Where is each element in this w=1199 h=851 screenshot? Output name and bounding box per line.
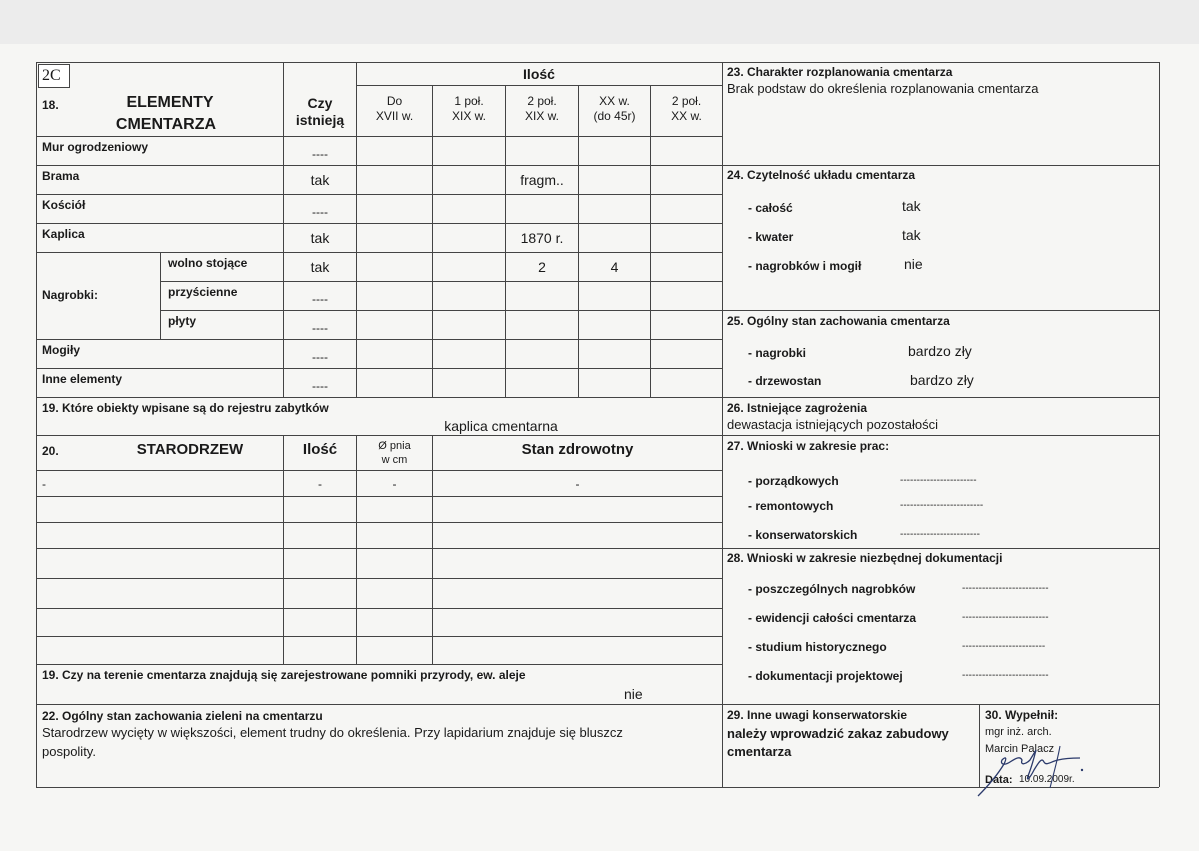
row-inne-czy: ---- <box>312 379 328 393</box>
q27-item-porzadkowych-value: ----------------------- <box>900 475 977 486</box>
tree-ilosc-header: Ilość <box>302 441 338 458</box>
tree-row-name: - <box>42 477 46 491</box>
row-wolno-label: wolno stojące <box>168 256 248 270</box>
row-mur-label: Mur ogrodzeniowy <box>42 140 148 154</box>
q29-label: 29. Inne uwagi konserwatorskie <box>727 708 908 722</box>
period-header-5-l2: XX w. <box>671 109 702 123</box>
period-header-3-l2: XIX w. <box>524 109 559 123</box>
q28-item-ewidencji-label: - ewidencji całości cmentarza <box>748 611 917 625</box>
q24-item-nagrobkow-label: - nagrobków i mogił <box>748 259 862 273</box>
row-mogily-czy: ---- <box>312 350 328 364</box>
czy-header-1: Czy <box>307 95 333 111</box>
row-kaplica-czy: tak <box>310 230 330 246</box>
period-header-4-l2: (do 45r) <box>593 109 636 123</box>
q22-line2: pospolity. <box>42 744 96 759</box>
row-kosciol-label: Kościół <box>42 198 86 212</box>
period-header-3-l1: 2 poł. <box>527 94 557 108</box>
q29-line2: cmentarza <box>727 744 792 759</box>
q27-item-konserwatorskich-value: ------------------------ <box>900 529 980 540</box>
period-header-4-l1: XX w. <box>599 94 630 108</box>
row-mogily-label: Mogiły <box>42 343 80 357</box>
q28-item-studium-label: - studium historycznego <box>748 640 887 654</box>
q29-line1: należy wprowadzić zakaz zabudowy <box>727 726 949 741</box>
row-inne-label: Inne elementy <box>42 372 123 386</box>
q30-label: 30. Wypełnił: <box>985 708 1059 722</box>
section-20-number: 20. <box>42 444 59 458</box>
q26-label: 26. Istniejące zagrożenia <box>727 401 868 415</box>
q23-label: 23. Charakter rozplanowania cmentarza <box>727 65 953 79</box>
row-kaplica-label: Kaplica <box>42 227 85 241</box>
q26-value: dewastacja istniejących pozostałości <box>727 417 938 432</box>
row-przysc-label: przyścienne <box>168 285 238 299</box>
row-wolno-p4: 4 <box>610 259 619 275</box>
tree-row-ilosc: - <box>318 477 322 491</box>
tree-stan-header: Stan zdrowotny <box>521 441 634 458</box>
signature-scribble <box>970 736 1090 802</box>
q24-item-calosc-label: - całość <box>748 201 793 215</box>
row-plyty-label: płyty <box>168 314 197 328</box>
row-przysc-czy: ---- <box>312 292 328 306</box>
q28-item-studium-value: ------------------------- <box>962 641 1046 652</box>
row-kosciol-czy: ---- <box>312 205 328 219</box>
row-wolno-czy: tak <box>310 259 330 275</box>
q30-line1: mgr inż. arch. <box>985 726 1052 738</box>
scan-top-band <box>0 0 1199 44</box>
tree-pnia-header-1: Ø pnia <box>378 440 411 452</box>
q27-item-remontowych-label: - remontowych <box>748 499 834 513</box>
q19b-label: 19. Czy na terenie cmentarza znajdują się zarejestrowane pomniki przyrody, ew. aleje <box>42 668 526 682</box>
q28-item-dokumentacji-value: -------------------------- <box>962 670 1049 681</box>
q30-data-value: 10.09.2009r. <box>1019 774 1075 785</box>
row-mur-czy: ---- <box>312 147 328 161</box>
period-header-2-l1: 1 poł. <box>454 94 484 108</box>
period-header-2-l2: XIX w. <box>451 109 486 123</box>
period-header-5-l1: 2 poł. <box>671 94 702 108</box>
section-18-title-1: ELEMENTY <box>126 94 214 111</box>
q24-item-calosc-value: tak <box>902 198 921 214</box>
ilosc-header: Ilość <box>523 66 555 82</box>
czy-header-2: istnieją <box>295 112 345 128</box>
q22-line1: Starodrzew wycięty w większości, element trudny do określenia. Przy lapidarium znajduje się bluszcz <box>42 725 623 740</box>
q19a-value: kaplica cmentarna <box>444 418 558 434</box>
q23-value: Brak podstaw do określenia rozplanowania cmentarza <box>727 81 1039 96</box>
row-brama-czy: tak <box>310 172 330 188</box>
period-header-1-l1: Do <box>386 94 403 108</box>
q28-item-nagrobkow-label: - poszczególnych nagrobków <box>748 582 916 596</box>
form-badge <box>38 64 70 88</box>
q28-item-dokumentacji-label: - dokumentacji projektowej <box>748 669 903 683</box>
q24-item-nagrobkow-value: nie <box>904 256 923 272</box>
tree-row-stan: - <box>575 477 580 491</box>
q24-item-kwater-label: - kwater <box>748 230 794 244</box>
section-18-title-2: CMENTARZA <box>115 116 217 133</box>
section-20-title: STARODRZEW <box>136 441 244 458</box>
q24-item-kwater-value: tak <box>902 227 921 243</box>
q27-item-porzadkowych-label: - porządkowych <box>748 474 839 488</box>
q25-label: 25. Ogólny stan zachowania cmentarza <box>727 314 950 328</box>
q28-label: 28. Wnioski w zakresie niezbędnej dokumentacji <box>727 551 1003 565</box>
section-18-number: 18. <box>42 98 59 112</box>
q25-item-drzewostan-value: bardzo zły <box>910 372 974 388</box>
q27-item-konserwatorskich-label: - konserwatorskich <box>748 528 858 542</box>
period-header-1-l2: XVII w. <box>375 109 414 123</box>
row-brama-label: Brama <box>42 169 80 183</box>
tree-row-pnia: - <box>392 477 397 491</box>
row-wolno-p3: 2 <box>538 259 546 275</box>
q25-item-drzewostan-label: - drzewostan <box>748 374 822 388</box>
row-brama-p3: fragm.. <box>520 172 564 188</box>
q30-line2: Marcin Palacz <box>985 743 1055 755</box>
badge-text: 2C <box>42 67 61 84</box>
q19b-value: nie <box>624 686 643 702</box>
q24-label: 24. Czytelność układu cmentarza <box>727 168 916 182</box>
q22-label: 22. Ogólny stan zachowania zieleni na cmentarzu <box>42 709 323 723</box>
q28-item-ewidencji-value: -------------------------- <box>962 612 1049 623</box>
row-kaplica-p3: 1870 r. <box>520 230 564 246</box>
q25-item-nagrobki-label: - nagrobki <box>748 346 807 360</box>
tree-pnia-header-2: w cm <box>381 454 408 466</box>
q28-item-nagrobkow-value: -------------------------- <box>962 583 1049 594</box>
q27-label: 27. Wnioski w zakresie prac: <box>727 439 890 453</box>
q27-item-remontowych-value: ------------------------- <box>900 500 984 511</box>
q30-data-label: Data: <box>985 774 1013 786</box>
q19a-label: 19. Które obiekty wpisane są do rejestru zabytków <box>42 401 329 415</box>
row-nagrobki-label: Nagrobki: <box>42 288 99 302</box>
row-plyty-czy: ---- <box>312 321 328 335</box>
q25-item-nagrobki-value: bardzo zły <box>908 343 972 359</box>
